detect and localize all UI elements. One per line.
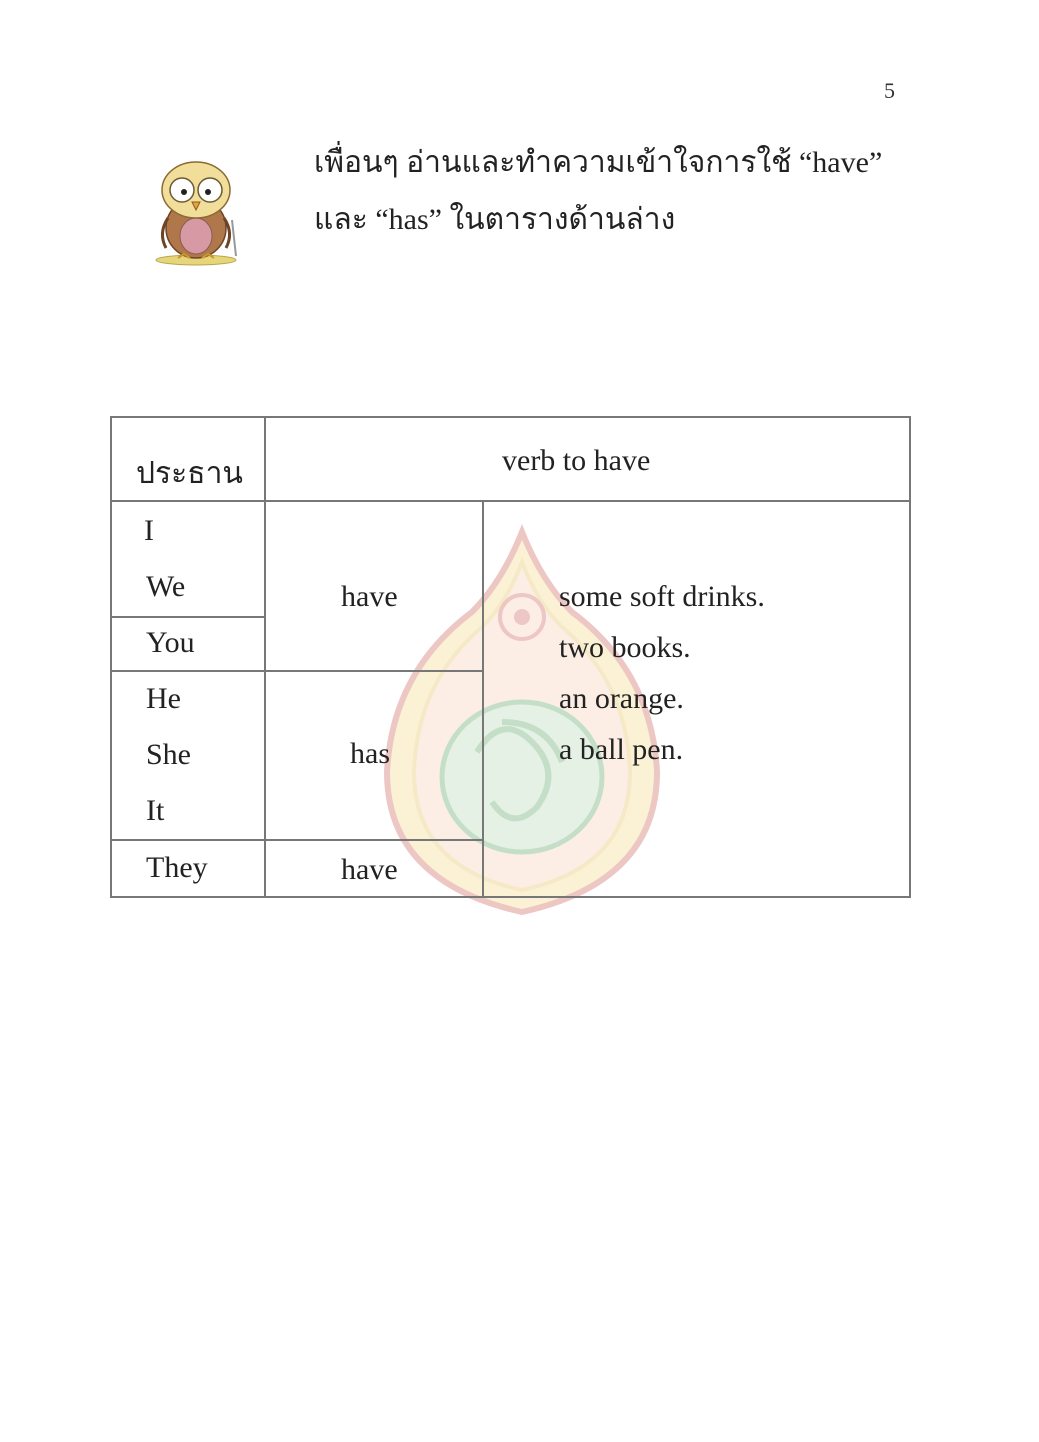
- instruction-text: [314, 134, 934, 248]
- subject-we: We: [146, 570, 186, 603]
- verb-has: has: [350, 737, 390, 770]
- object-ball-pen: a ball pen.: [559, 733, 684, 766]
- subject-she: She: [146, 738, 191, 771]
- table-border-left: [110, 416, 112, 898]
- subject-he: He: [146, 682, 181, 715]
- table-border-top: [110, 416, 911, 418]
- subject-i: I: [144, 514, 154, 547]
- table-border-right: [909, 416, 911, 898]
- object-an-orange: an orange.: [559, 682, 684, 715]
- object-two-books: two books.: [559, 631, 691, 664]
- subject-you: You: [146, 626, 195, 659]
- table-row-divider-3: [110, 839, 484, 841]
- table-border-bottom: [110, 896, 911, 898]
- header-subject: ประธาน: [136, 457, 243, 490]
- object-soft-drinks: some soft drinks.: [559, 580, 765, 613]
- verb-table: [110, 416, 911, 898]
- verb-have-top: have: [341, 580, 398, 613]
- instruction-line-2: และ “has” ในตารางด้านล่าง: [314, 203, 676, 236]
- header-verb-to-have: verb to have: [502, 444, 651, 477]
- page-number: 5: [884, 78, 895, 103]
- owl-illustration: [148, 158, 244, 268]
- subject-they: They: [146, 851, 208, 884]
- table-row-divider-2: [110, 670, 484, 672]
- verb-have-bottom: have: [341, 853, 398, 886]
- table-row-divider-1: [110, 616, 266, 618]
- table-header-divider: [110, 500, 911, 502]
- instruction-line-1: เพื่อนๆ อ่านและทำความเข้าใจการใช้ “have”: [314, 146, 883, 179]
- table-col-divider-subject: [264, 416, 266, 898]
- subject-it: It: [146, 794, 165, 827]
